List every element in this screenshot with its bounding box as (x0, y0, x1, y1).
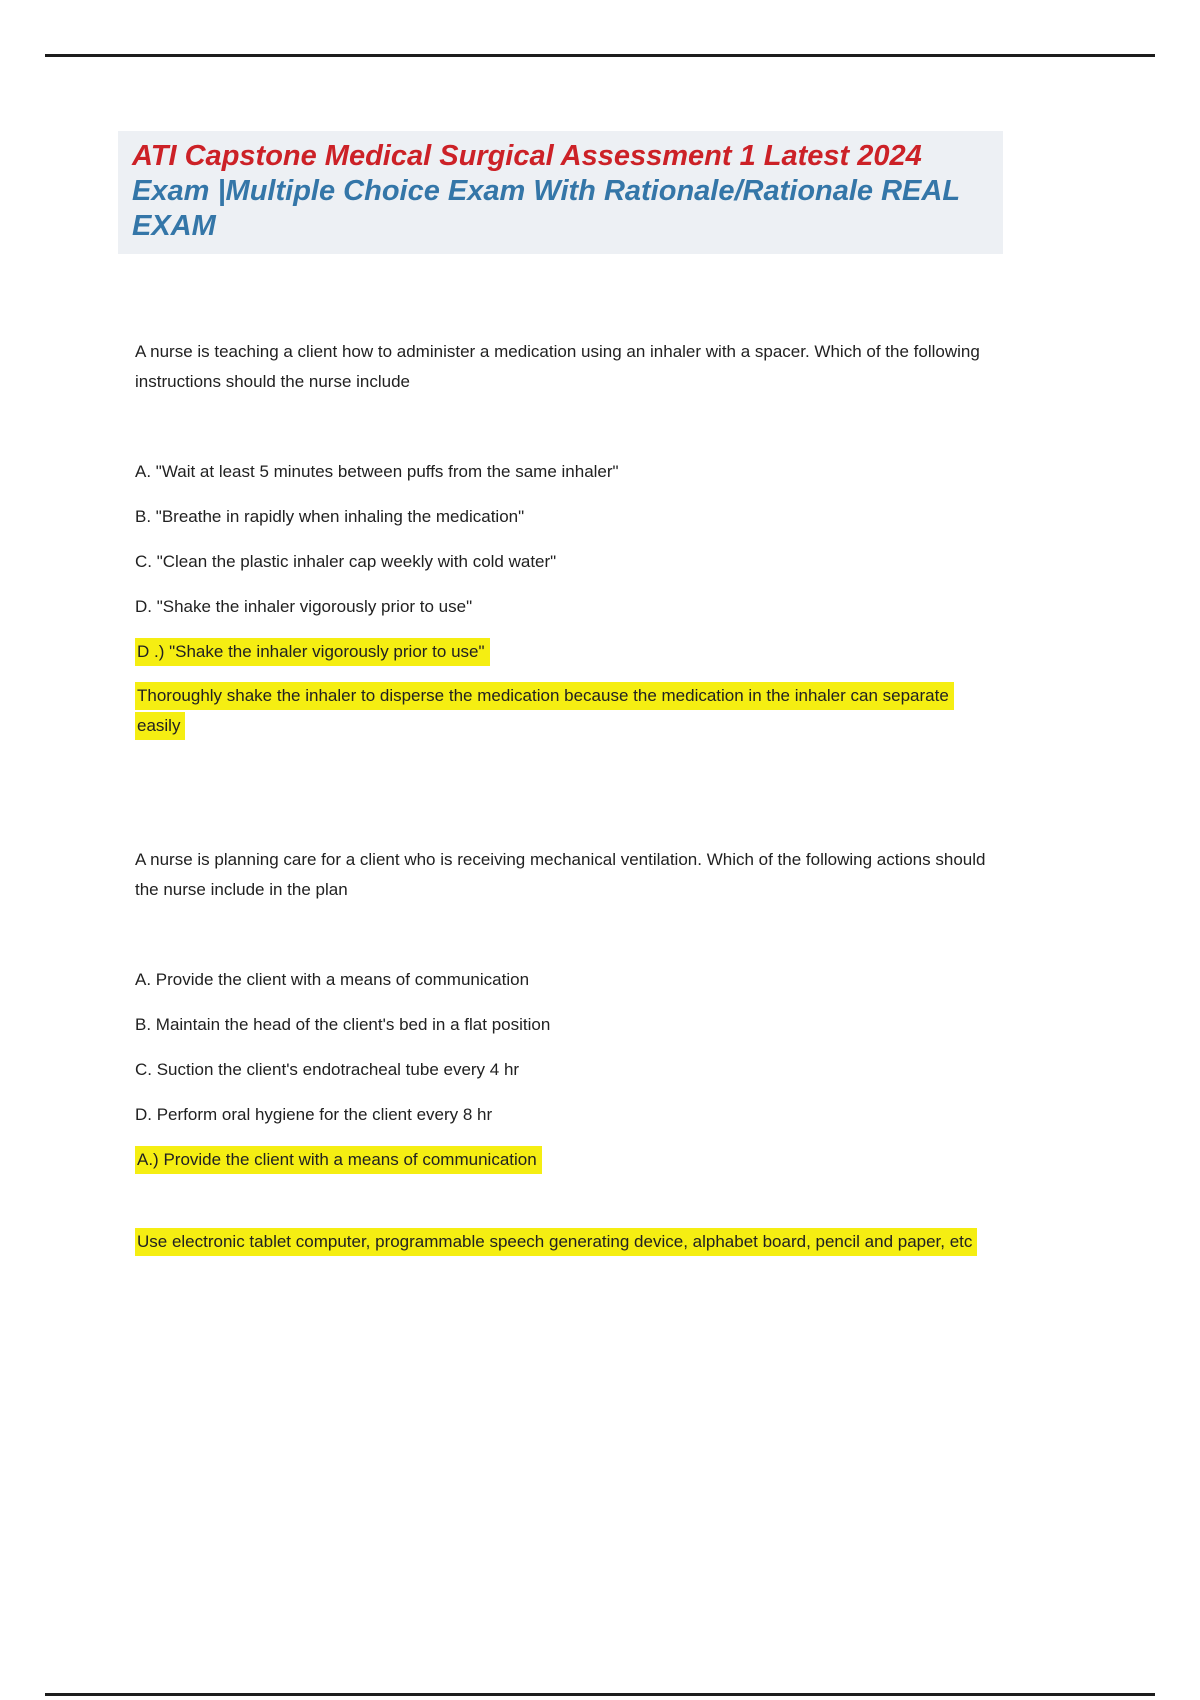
document-title-blue: Exam |Multiple Choice Exam With Rationale/Rationale REAL EXAM (132, 175, 960, 242)
option-c: C. Suction the client's endotracheal tube every 4 hr (135, 1060, 520, 1079)
question-block-2 (135, 845, 995, 1257)
answer-line (135, 637, 995, 667)
answer-line (135, 1145, 995, 1175)
answer-highlight: A.) Provide the client with a means of communication (135, 1146, 542, 1174)
rationale-line (135, 1227, 995, 1257)
option-a: A. Provide the client with a means of communication (135, 970, 530, 989)
option-d: D. "Shake the inhaler vigorously prior to use" (135, 597, 473, 616)
option-b: B. "Breathe in rapidly when inhaling the medication" (135, 507, 525, 526)
title-block (118, 131, 1003, 254)
option-a: A. "Wait at least 5 minutes between puffs from the same inhaler" (135, 462, 619, 481)
option-c: C. "Clean the plastic inhaler cap weekly with cold water" (135, 552, 557, 571)
question-block-1 (135, 337, 995, 741)
rationale-highlight: Use electronic tablet computer, programmable speech generating device, alphabet board, pencil and paper, etc (135, 1228, 977, 1256)
option-b: B. Maintain the head of the client's bed in a flat position (135, 1015, 551, 1034)
rationale-highlight: Thoroughly shake the inhaler to disperse the medication because the medication in the inhaler can separate easily (135, 682, 954, 740)
document-content (135, 337, 995, 1257)
answer-highlight: D .) "Shake the inhaler vigorously prior to use" (135, 638, 490, 666)
bottom-rule (45, 1693, 1155, 1696)
question-text: A nurse is planning care for a client who is receiving mechanical ventilation. Which of the following actions should the nurse include in the plan (135, 850, 986, 899)
top-rule (45, 54, 1155, 57)
question-text: A nurse is teaching a client how to administer a medication using an inhaler with a spacer. Which of the following instructions should the nurse include (135, 342, 980, 391)
rationale-line (135, 681, 995, 741)
option-d: D. Perform oral hygiene for the client every 8 hr (135, 1105, 493, 1124)
document-title-red: ATI Capstone Medical Surgical Assessment 1 Latest 2024 (132, 140, 922, 172)
